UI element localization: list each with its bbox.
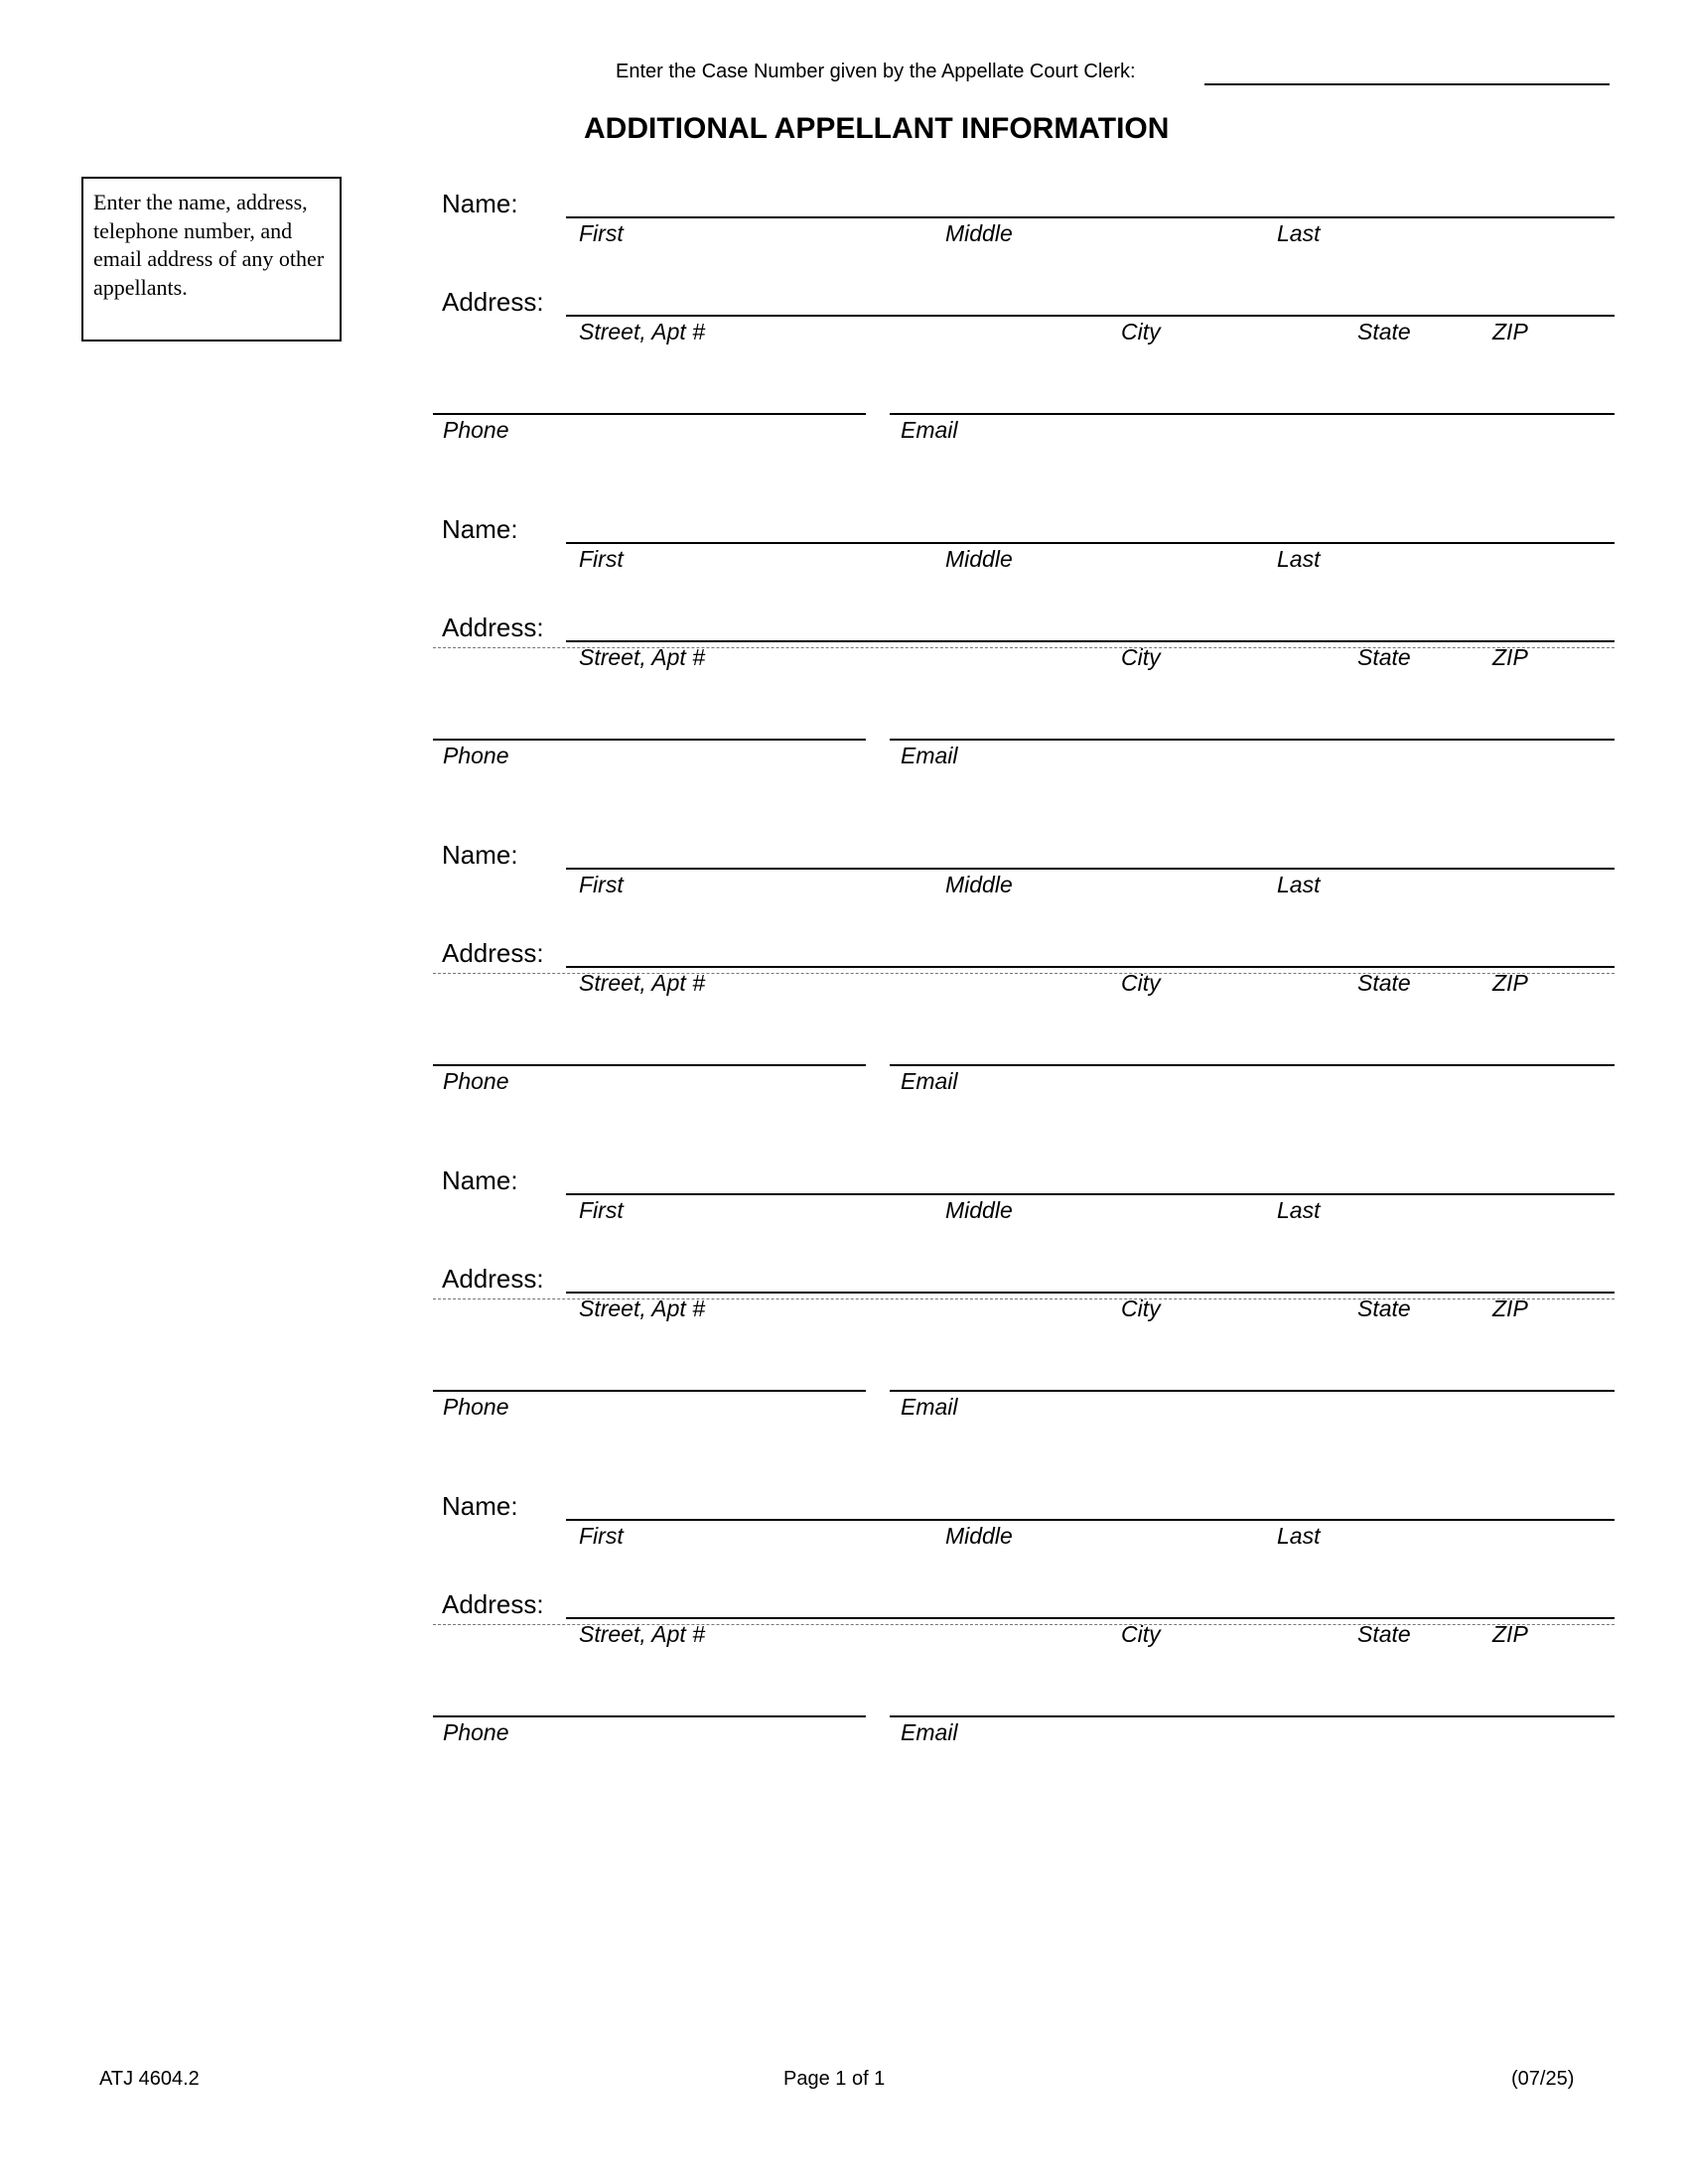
city-label: City <box>1121 644 1161 670</box>
last-label: Last <box>1277 1523 1321 1549</box>
address-label: Address: <box>442 1589 544 1619</box>
phone-field[interactable] <box>433 413 866 415</box>
state-label: State <box>1357 644 1411 670</box>
first-label: First <box>579 872 624 897</box>
state-label: State <box>1357 319 1411 344</box>
zip-label: ZIP <box>1492 1296 1528 1321</box>
email-label: Email <box>901 1394 958 1420</box>
zip-label: ZIP <box>1492 1621 1528 1647</box>
phone-field[interactable] <box>433 1390 866 1392</box>
form-id: ATJ 4604.2 <box>99 2068 200 2090</box>
phone-field[interactable] <box>433 1715 866 1717</box>
email-field[interactable] <box>890 1390 1615 1392</box>
case-number-field[interactable] <box>1204 83 1610 85</box>
first-label: First <box>579 1523 624 1549</box>
name-label: Name: <box>442 840 518 870</box>
last-label: Last <box>1277 546 1321 572</box>
zip-label: ZIP <box>1492 970 1528 996</box>
name-field[interactable] <box>566 542 1615 544</box>
name-label: Name: <box>442 1165 518 1195</box>
street-label: Street, Apt # <box>579 1621 705 1647</box>
instructions-box: Enter the name, address, telephone number, and email address of any other appellants. <box>81 177 342 341</box>
state-label: State <box>1357 1296 1411 1321</box>
appellant-block <box>0 1151 1688 1478</box>
name-field[interactable] <box>566 216 1615 218</box>
phone-field[interactable] <box>433 1064 866 1066</box>
address-field[interactable] <box>566 966 1615 968</box>
phone-label: Phone <box>443 1719 509 1745</box>
street-label: Street, Apt # <box>579 970 705 996</box>
appellant-block <box>0 825 1688 1153</box>
address-field[interactable] <box>566 1617 1615 1619</box>
first-label: First <box>579 546 624 572</box>
first-label: First <box>579 220 624 246</box>
address-field[interactable] <box>566 640 1615 642</box>
name-field[interactable] <box>566 1519 1615 1521</box>
address-field[interactable] <box>566 315 1615 317</box>
case-number-label: Enter the Case Number given by the Appellate Court Clerk: <box>616 61 1136 82</box>
email-field[interactable] <box>890 739 1615 741</box>
address-label: Address: <box>442 1264 544 1294</box>
phone-label: Phone <box>443 1394 509 1420</box>
zip-label: ZIP <box>1492 319 1528 344</box>
middle-label: Middle <box>945 872 1013 897</box>
middle-label: Middle <box>945 546 1013 572</box>
phone-field[interactable] <box>433 739 866 741</box>
revision-date: (07/25) <box>1511 2068 1575 2090</box>
street-label: Street, Apt # <box>579 319 705 344</box>
city-label: City <box>1121 1296 1161 1321</box>
name-label: Name: <box>442 189 518 218</box>
appellant-block <box>0 174 1688 501</box>
city-label: City <box>1121 970 1161 996</box>
phone-label: Phone <box>443 417 509 443</box>
name-field[interactable] <box>566 868 1615 870</box>
email-label: Email <box>901 1068 958 1094</box>
zip-label: ZIP <box>1492 644 1528 670</box>
street-label: Street, Apt # <box>579 644 705 670</box>
name-label: Name: <box>442 1491 518 1521</box>
middle-label: Middle <box>945 1523 1013 1549</box>
name-label: Name: <box>442 514 518 544</box>
address-label: Address: <box>442 613 544 642</box>
last-label: Last <box>1277 1197 1321 1223</box>
last-label: Last <box>1277 872 1321 897</box>
email-field[interactable] <box>890 413 1615 415</box>
appellant-block <box>0 499 1688 827</box>
appellant-block <box>0 1476 1688 1804</box>
middle-label: Middle <box>945 220 1013 246</box>
city-label: City <box>1121 319 1161 344</box>
city-label: City <box>1121 1621 1161 1647</box>
first-label: First <box>579 1197 624 1223</box>
middle-label: Middle <box>945 1197 1013 1223</box>
name-field[interactable] <box>566 1193 1615 1195</box>
page-number: Page 1 of 1 <box>783 2068 886 2090</box>
state-label: State <box>1357 970 1411 996</box>
page-title: ADDITIONAL APPELLANT INFORMATION <box>584 112 1170 145</box>
phone-label: Phone <box>443 743 509 768</box>
address-field[interactable] <box>566 1292 1615 1294</box>
address-label: Address: <box>442 938 544 968</box>
email-field[interactable] <box>890 1064 1615 1066</box>
email-label: Email <box>901 1719 958 1745</box>
address-label: Address: <box>442 287 544 317</box>
street-label: Street, Apt # <box>579 1296 705 1321</box>
email-field[interactable] <box>890 1715 1615 1717</box>
email-label: Email <box>901 417 958 443</box>
last-label: Last <box>1277 220 1321 246</box>
email-label: Email <box>901 743 958 768</box>
phone-label: Phone <box>443 1068 509 1094</box>
state-label: State <box>1357 1621 1411 1647</box>
